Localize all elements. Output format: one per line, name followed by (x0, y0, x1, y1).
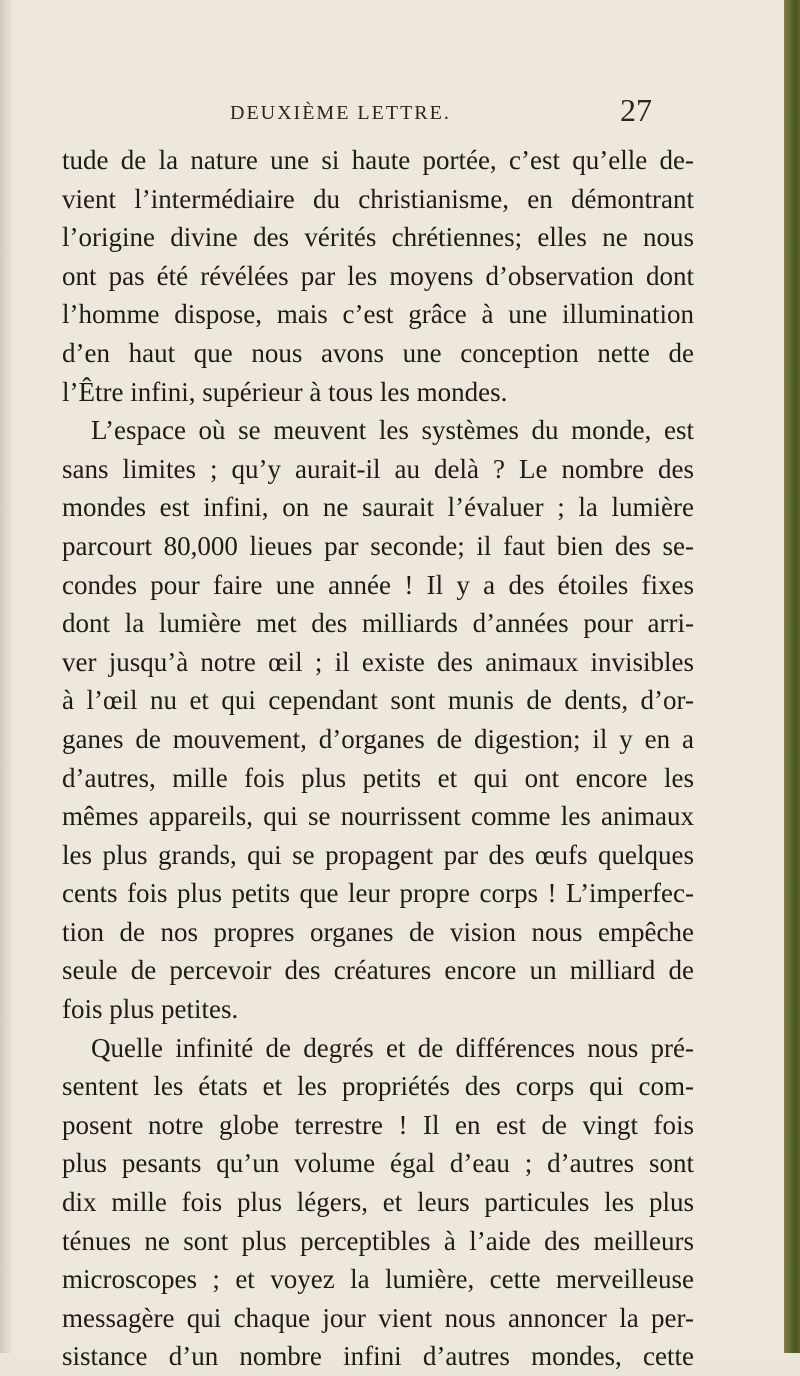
paragraph-start-line: Quelle infinité de degrés et de différences nous pré- (91, 1032, 694, 1063)
text-line: l’homme dispose, mais c’est grâce à une illumination (62, 299, 694, 330)
text-line: d’autres, mille fois plus petits et qui ont encore les (62, 762, 694, 793)
text-line: l’Être infini, supérieur à tous les mondes. (62, 376, 508, 407)
book-spine-edge (784, 0, 800, 1353)
page-number: 27 (620, 92, 652, 128)
text-line: parcourt 80,000 lieues par seconde; il faut bien des se- (62, 530, 694, 561)
text-line: tude de la nature une si haute portée, c’est qu’elle de- (62, 145, 694, 175)
text-line: ganes de mouvement, d’organes de digestion; il y en a (62, 723, 694, 754)
text-line: mêmes appareils, qui se nourrissent comme les animaux (62, 801, 694, 832)
text-line: mondes est infini, on ne saurait l’évaluer ; la lumière (62, 492, 694, 523)
text-line: ténues ne sont plus perceptibles à l’aide des meilleurs (62, 1225, 694, 1256)
text-line: seule de percevoir des créatures encore un milliard de (62, 955, 694, 986)
text-line: dont la lumière met des milliards d’années pour arri- (62, 608, 694, 639)
page-header (0, 92, 786, 132)
text-line: condes pour faire une année ! Il y a des étoiles fixes (62, 569, 694, 600)
text-line: messagère qui chaque jour vient nous annoncer la per- (62, 1302, 694, 1333)
text-line: cents fois plus petits que leur propre corps ! L’imperfec- (62, 878, 694, 909)
text-line: dix mille fois plus légers, et leurs particules les plus (62, 1187, 694, 1218)
text-line: sistance d’un nombre infini d’autres mondes, cette (62, 1341, 694, 1372)
text-line: fois plus petites. (62, 994, 239, 1025)
text-line: plus pesants qu’un volume égal d’eau ; d’autres sont (62, 1148, 694, 1179)
text-line: microscopes ; et voyez la lumière, cette merveilleuse (62, 1264, 694, 1295)
text-line: vient l’intermédiaire du christianisme, en démontrant (62, 183, 694, 214)
paragraph-start-line: L’espace où se meuvent les systèmes du monde, est (91, 415, 694, 446)
page-gutter-shadow (0, 0, 14, 1353)
text-line: à l’œil nu et qui cependant sont munis de dents, d’or- (62, 685, 694, 716)
text-line: sentent les états et les propriétés des corps qui com- (62, 1071, 694, 1102)
text-line: tion de nos propres organes de vision nous empêche (62, 916, 694, 947)
text-line: ont pas été révélées par les moyens d’observation dont (62, 260, 694, 291)
text-line: l’origine divine des vérités chrétiennes; elles ne nous (62, 222, 694, 253)
text-line: ver jusqu’à notre œil ; il existe des animaux invisibles (62, 646, 694, 677)
body-text (62, 141, 694, 1376)
text-line: sans limites ; qu’y aurait-il au delà ? Le nombre des (62, 453, 694, 484)
text-line: les plus grands, qui se propagent par des œufs quelques (62, 839, 694, 870)
running-head: DEUXIÈME LETTRE. (230, 102, 451, 124)
text-line: posent notre globe terrestre ! Il en est de vingt fois (62, 1109, 694, 1140)
text-line: d’en haut que nous avons une conception nette de (62, 337, 694, 368)
